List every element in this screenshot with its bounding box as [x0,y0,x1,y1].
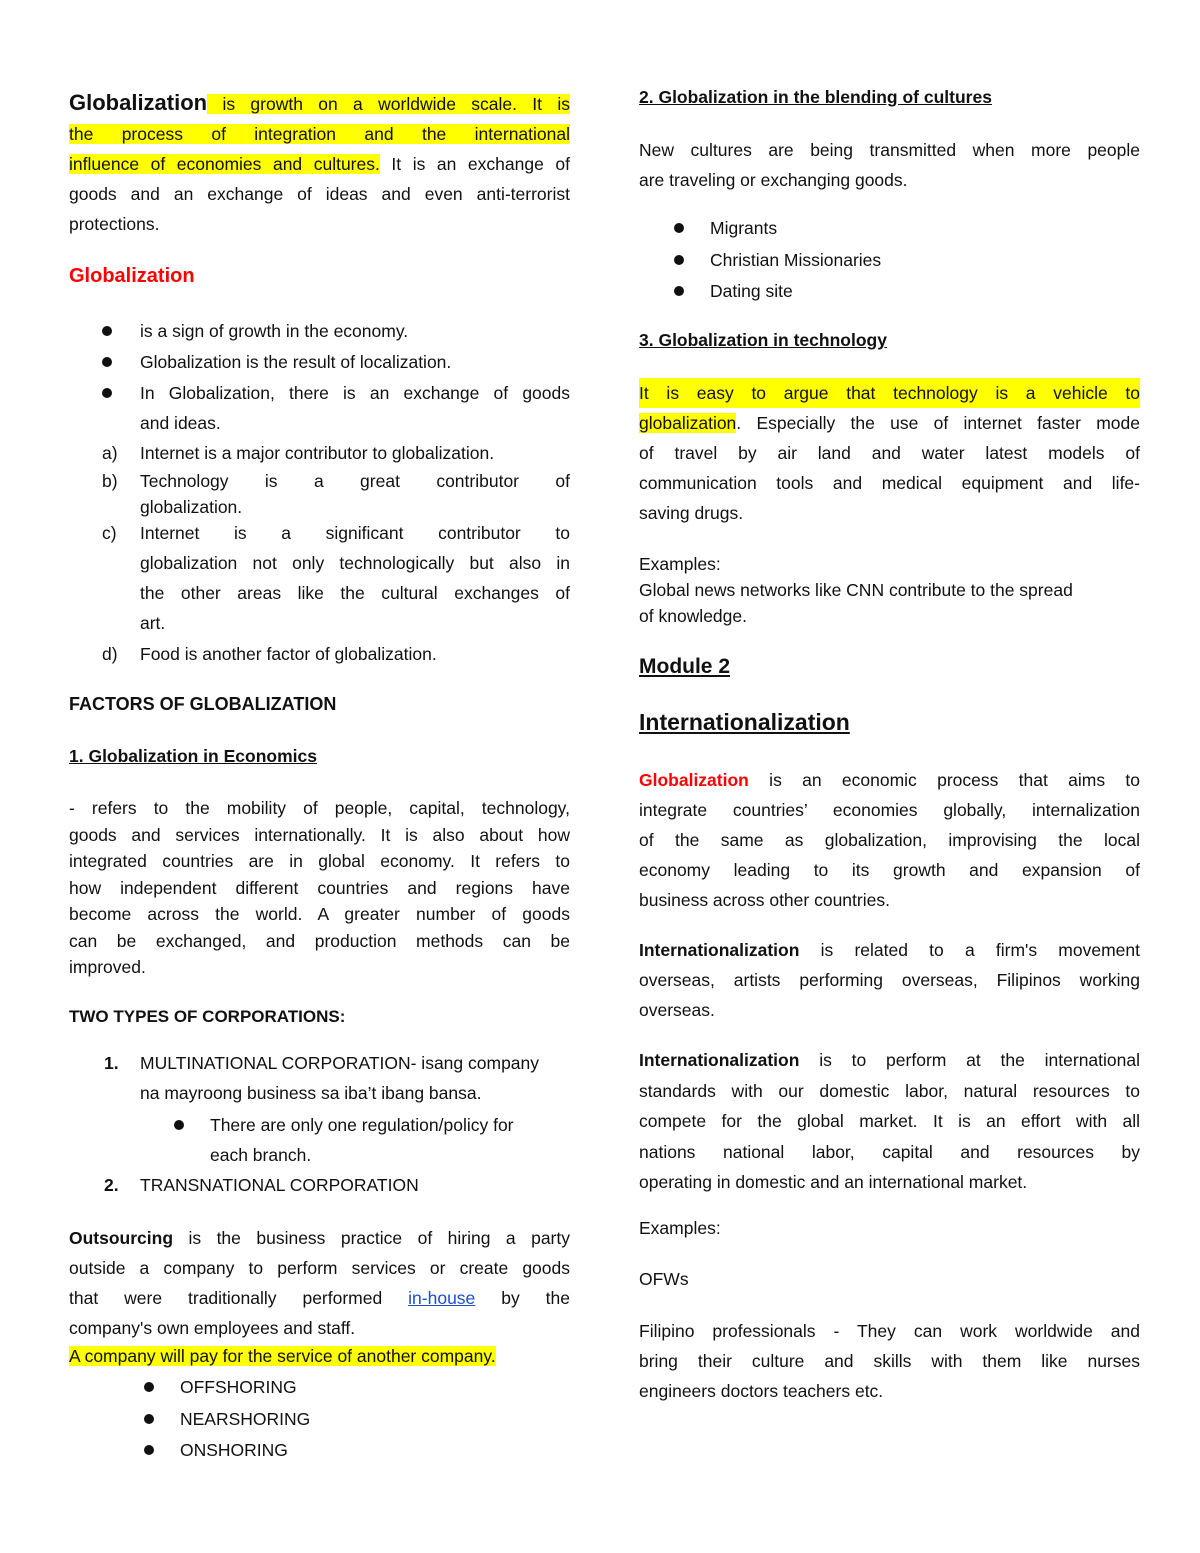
internationalization-term: Internationalization [639,940,800,960]
sub-bullet-item: There are only one regulation/policy for [210,1115,514,1135]
corporations-heading: TWO TYPES OF CORPORATIONS: [69,1007,346,1026]
filipino-professionals-paragraph: Filipino professionals - They can work worldwide and bring their culture and skills with them like nurses engineers doctors teachers etc. [639,1321,1140,1401]
bullet-dot-icon [144,1414,154,1424]
module-heading: Module 2 [639,655,731,678]
internationalization-heading: Internationalization [639,709,850,735]
bullet-item: In Globalization, there is an exchange of goods [140,383,570,403]
list-marker: a) [102,443,118,463]
bullet-dot-icon [674,286,684,296]
cnn-examples: Examples: Global news networks like CNN contribute to the spread of knowledge. [639,554,1073,626]
bullet-dot-icon [144,1382,154,1392]
list-marker: 2. [104,1175,119,1195]
blending-paragraph: New cultures are being transmitted when more people are traveling or exchanging goods. [639,140,1140,190]
ofws-label: OFWs [639,1269,689,1289]
list-item: globalization not only technologically but also in [140,553,570,573]
bullet-dot-icon [144,1445,154,1455]
intro-term: Globalization [69,90,208,115]
bullet-dot-icon [102,388,112,398]
shoring-item: OFFSHORING [180,1377,297,1397]
internationalization-paragraph-1: Internationalization is related to a firm's movement overseas, artists performing overseas, Filipinos working overseas. [639,940,1140,1020]
bullet-dot-icon [102,357,112,367]
economics-heading: 1. Globalization in Economics [69,746,317,766]
internationalization-term: Internationalization [639,1050,800,1070]
technology-paragraph: It is easy to argue that technology is a vehicle to globalization. Especially the use of internet faster mode of travel by air land and water latest models of communication tools and medical equipment and life- saving drugs. [639,378,1140,528]
technology-heading: 3. Globalization in technology [639,330,887,350]
list-marker: b) [102,471,118,491]
bullet-item: Dating site [710,281,793,301]
bullet-item: is a sign of growth in the economy. [140,321,409,341]
blending-heading: 2. Globalization in the blending of cultures [639,87,992,107]
list-item: Internet is a major contributor to globalization. [140,443,495,463]
bullet-item: Migrants [710,218,778,238]
internationalization-paragraph-2: Internationalization is to perform at the international standards with our domestic labor, natural resources to compete for the global market. It is an effort with all nations national labor, capital and resources by operating in domestic and an international market. [639,1050,1140,1192]
sub-bullet-item-continued: each branch. [210,1145,312,1165]
bullet-dot-icon [674,223,684,233]
factors-heading: FACTORS OF GLOBALIZATION [69,694,337,714]
bullet-dot-icon [102,326,112,336]
globalization-term: Globalization [639,770,749,790]
list-marker: d) [102,644,118,664]
list-marker: 1. [104,1053,119,1073]
bullet-dot-icon [174,1120,184,1130]
globalization-paragraph: Globalization is an economic process that aims to integrate countries’ economies globally, internalization of the same as globalization, improvising the local economy leading to its growth and expansion of business across other countries. [639,770,1140,910]
list-item: Technology is a great contributor of [140,471,570,491]
in-house-link[interactable]: in-house [408,1288,476,1308]
shoring-item: ONSHORING [180,1440,288,1460]
intro-paragraph: Globalization is growth on a worldwide scale. It is the process of integration and the international influence of economies and cultures. It is an exchange of goods and an exchange of ideas and even anti-terrorist protections. [69,90,570,234]
list-marker: c) [102,523,117,543]
list-item: globalization. [140,497,243,517]
shoring-item: NEARSHORING [180,1409,311,1429]
outsourcing-highlight: A company will pay for the service of another company. [69,1346,496,1366]
examples-label: Examples: [639,1218,721,1238]
list-item: Food is another factor of globalization. [140,644,437,664]
list-item: art. [140,613,166,633]
bullet-item: Globalization is the result of localization. [140,352,452,372]
globalization-heading: Globalization [69,265,195,287]
list-item: Internet is a significant contributor to [140,523,570,543]
list-item: the other areas like the cultural exchanges of [140,583,570,603]
economics-paragraph: - refers to the mobility of people, capital, technology, goods and services internationally. It is also about how integrated countries are in global economy. It refers to how independent different countries and regions have become across the world. A greater number of goods can be exchanged, and production methods can be improved. [69,798,570,977]
corporation-item: MULTINATIONAL CORPORATION- isang company [140,1053,540,1073]
bullet-item-continued: and ideas. [140,413,221,433]
corporation-item: TRANSNATIONAL CORPORATION [140,1175,419,1195]
bullet-dot-icon [674,255,684,265]
outsourcing-term: Outsourcing [69,1228,174,1248]
bullet-item: Christian Missionaries [710,250,882,270]
corporation-item-continued: na mayroong business sa iba’t ibang bansa. [140,1083,482,1103]
outsourcing-paragraph: Outsourcing is the business practice of hiring a party outside a company to perform services or create goods that were traditionally performed in-house by the company's own employees and staff. A company will pay for the service of another company. [69,1228,570,1366]
